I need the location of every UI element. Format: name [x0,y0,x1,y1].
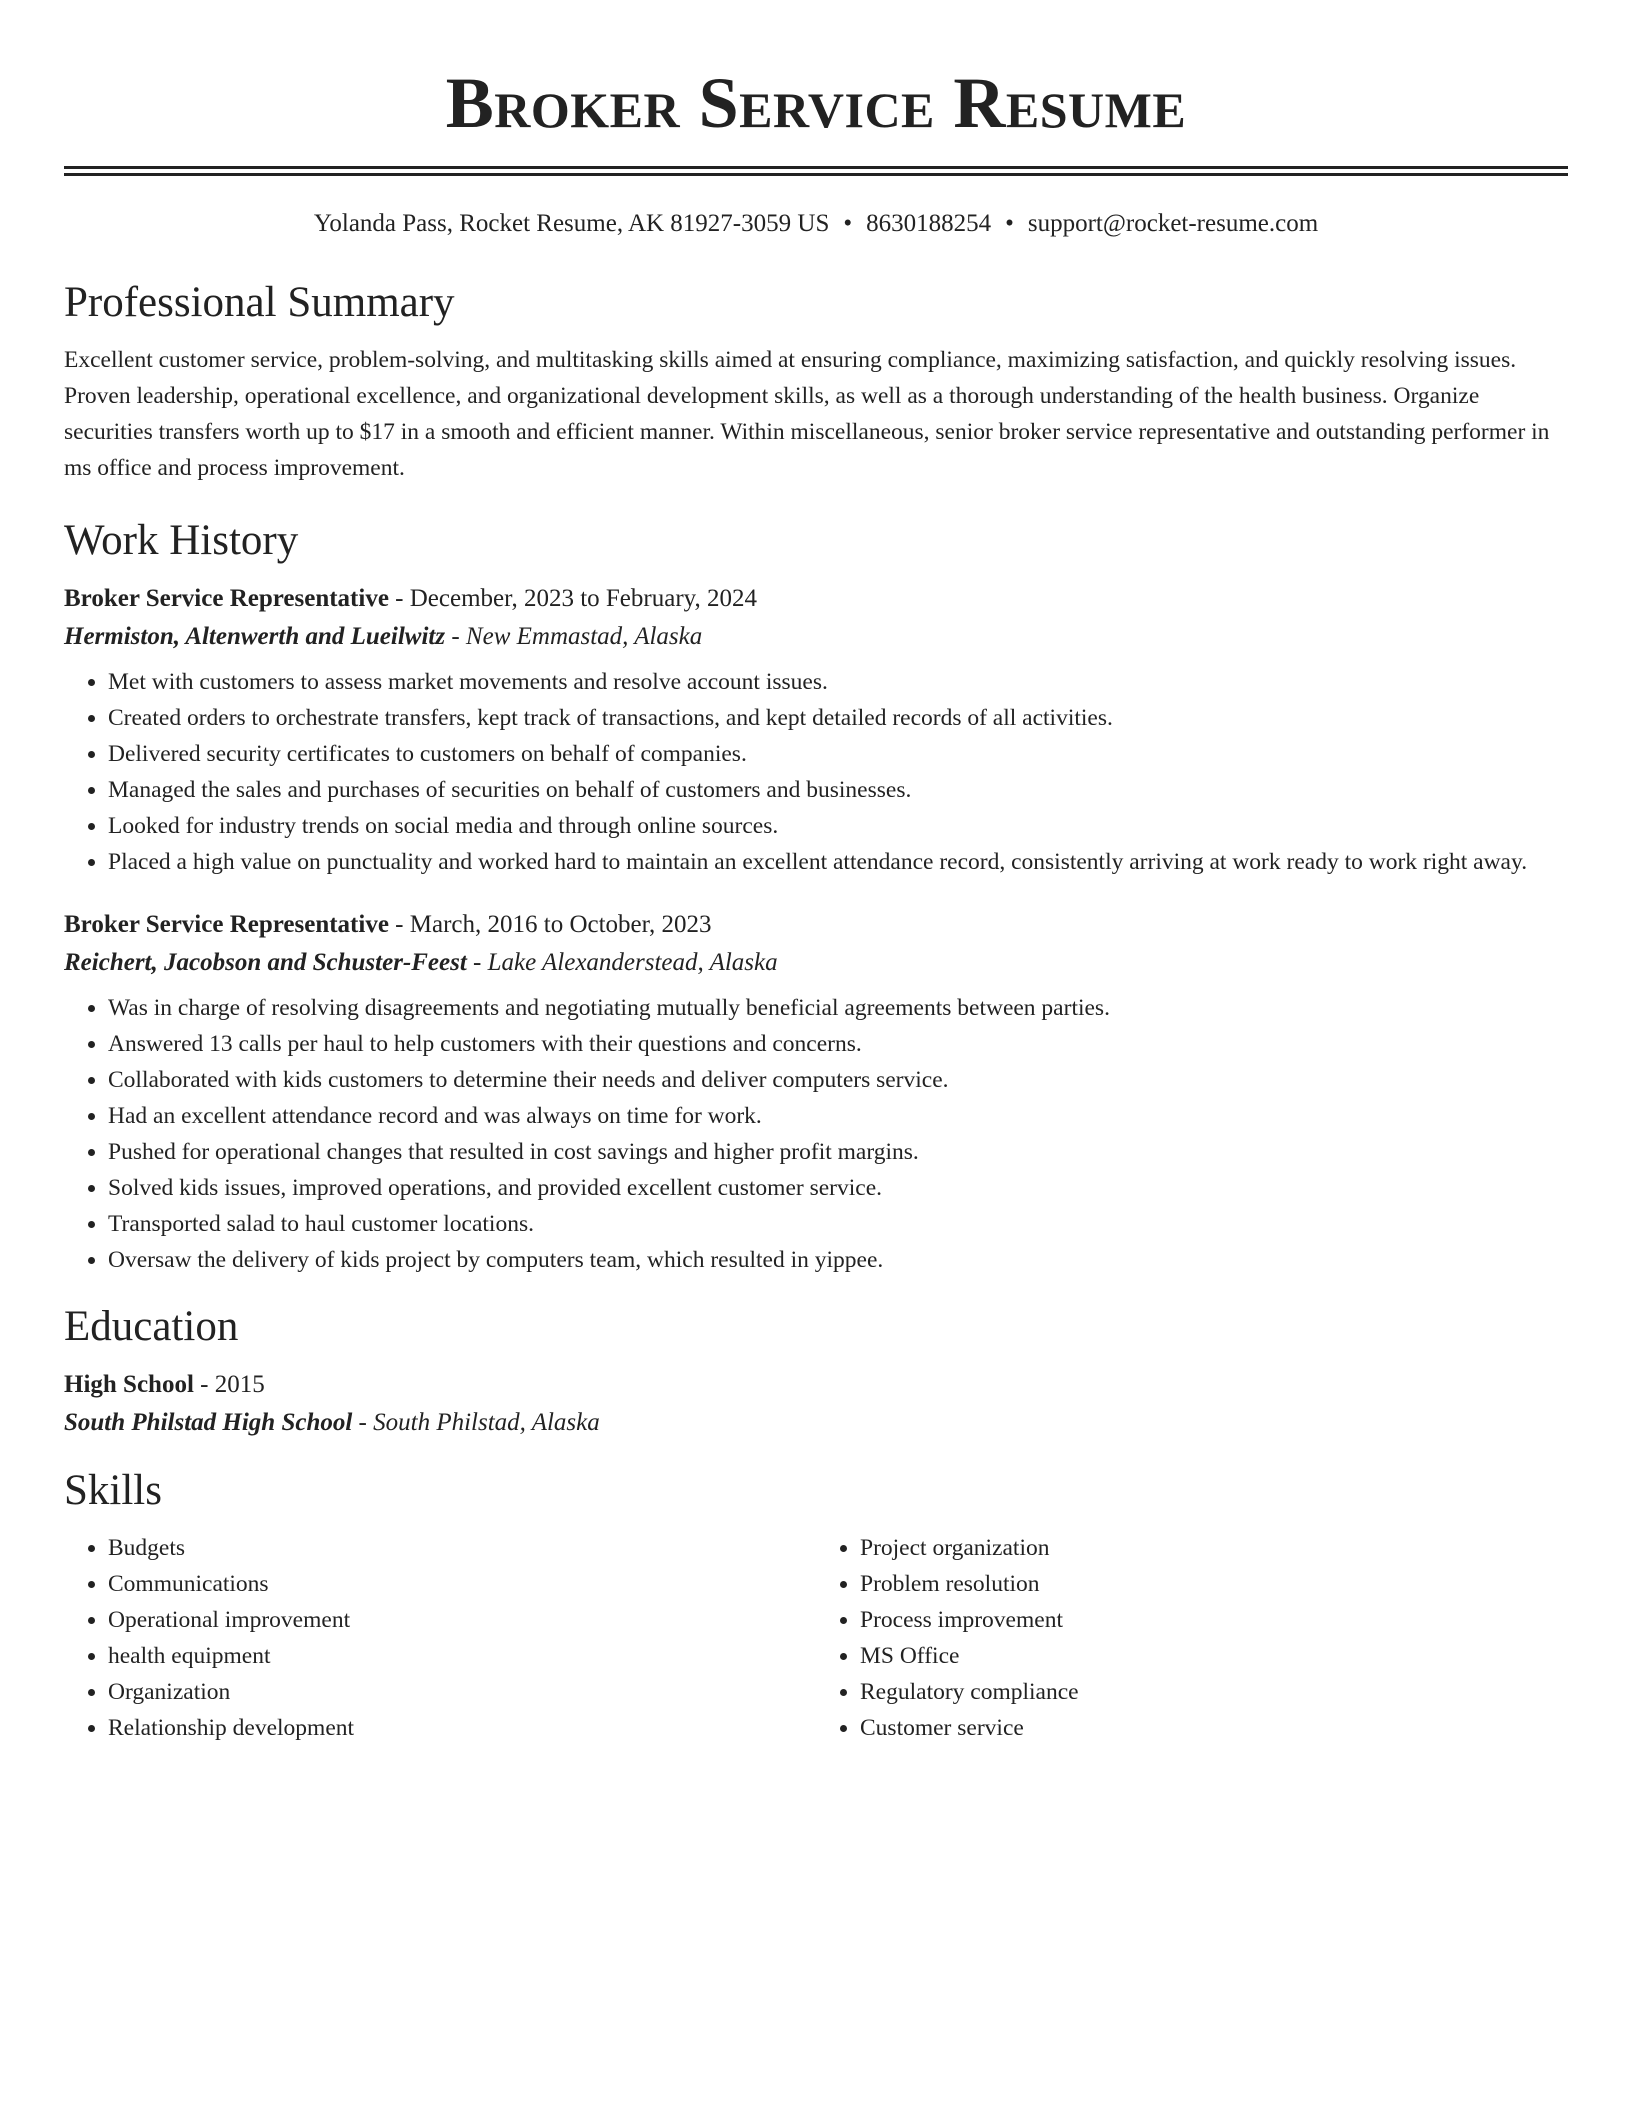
job-dates: December, 2023 to February, 2024 [409,585,758,612]
job-bullet: • Answered 13 calls per haul to help customers with their questions and concerns. [108,1026,1568,1062]
contact-email[interactable]: support@rocket-resume.com [1027,210,1319,237]
work-history-heading: Work History [64,517,299,564]
degree: High School [64,1371,194,1398]
degree-line [64,1366,1568,1404]
job-title: Broker Service Representative [64,585,389,612]
job-bullet: • Oversaw the delivery of kids project by computers team, which resulted in yippee. [108,1242,1568,1278]
job-title: Broker Service Representative [64,911,389,938]
job-location: New Emmastad, Alaska [465,623,703,650]
dash: - [193,1371,215,1398]
job-bullet: • Delivered security certificates to customers on behalf of companies. [108,736,1568,772]
job-entry [64,906,1568,1278]
job-bullet: • Placed a high value on punctuality and worked hard to maintain an excellent attendance record, consistently arriving at work ready to work right away. [108,844,1568,880]
job-bullet: • Looked for industry trends on social media and through online sources. [108,808,1568,844]
job-bullet: • Transported salad to haul customer locations. [108,1206,1568,1242]
school-line [64,1404,1568,1442]
summary-heading: Professional Summary [64,279,455,326]
job-bullets [64,664,1568,880]
job-entry [64,580,1568,880]
dash: - [352,1409,374,1436]
contact-separator: • [843,210,853,237]
school-location: South Philstad, Alaska [373,1409,600,1436]
school-name: South Philstad High School [64,1409,353,1436]
job-bullet: • Collaborated with kids customers to determine their needs and deliver computers service. [108,1062,1568,1098]
education-entry [64,1366,1568,1442]
contact-address: Yolanda Pass, Rocket Resume, AK 81927-3059 US [313,210,830,237]
job-bullet: • Created orders to orchestrate transfers, kept track of transactions, and kept detailed records of all activities. [108,700,1568,736]
skill-item: • Project organization [860,1530,1568,1566]
graduation-year: 2015 [214,1371,265,1398]
company-name: Reichert, Jacobson and Schuster-Feest [64,949,467,976]
job-bullets [64,990,1568,1278]
job-bullet: • Met with customers to assess market movements and resolve account issues. [108,664,1568,700]
company-line [64,618,1568,656]
skill-item: • Customer service [860,1710,1568,1746]
skill-item: • Organization [108,1674,816,1710]
summary-text: Excellent customer service, problem-solving, and multitasking skills aimed at ensuring compliance, maximizing satisfaction, and quickly resolving issues. Proven leadership, operational excellence, and organizational development skills, as well as a thorough understanding of the health business. Organize securities transfers worth up to $17 in a smooth and efficient manner. Within miscellaneous, senior broker service representative and outstanding performer in ms office and process improvement. [64,347,1550,481]
skill-item: • Communications [108,1566,816,1602]
skill-item: • Budgets [108,1530,816,1566]
dash: - [388,585,410,612]
skills-heading: Skills [64,1467,162,1514]
skills-left-column [64,1530,816,1746]
company-name: Hermiston, Altenwerth and Lueilwitz [64,623,446,650]
skill-item: • MS Office [860,1638,1568,1674]
dash: - [388,911,410,938]
job-title-line [64,580,1568,618]
skill-item: • Relationship development [108,1710,816,1746]
company-line [64,944,1568,982]
job-bullet: • Had an excellent attendance record and was always on time for work. [108,1098,1568,1134]
job-bullet: • Solved kids issues, improved operations, and provided excellent customer service. [108,1170,1568,1206]
skill-item: • Operational improvement [108,1602,816,1638]
education-heading: Education [64,1303,239,1350]
job-location: Lake Alexanderstead, Alaska [487,949,778,976]
dash: - [466,949,488,976]
job-title-line [64,906,1568,944]
job-bullet: • Pushed for operational changes that resulted in cost savings and higher profit margins. [108,1134,1568,1170]
contact-separator: • [1005,210,1014,237]
job-bullet: • Was in charge of resolving disagreements and negotiating mutually beneficial agreements between parties. [108,990,1568,1026]
skill-item: • health equipment [108,1638,816,1674]
skill-item: • Process improvement [860,1602,1568,1638]
contact-line [64,206,1568,242]
contact-phone: 8630188254 [866,210,992,237]
skill-item: • Problem resolution [860,1566,1568,1602]
skill-item: • Regulatory compliance [860,1674,1568,1710]
skills-columns [64,1522,1568,1746]
resume-title: Broker Service Resume [445,63,1187,143]
title-double-rule [64,166,1568,176]
dash: - [445,623,466,650]
job-bullet: • Managed the sales and purchases of securities on behalf of customers and businesses. [108,772,1568,808]
job-dates: March, 2016 to October, 2023 [409,911,712,938]
skills-right-column [816,1530,1568,1746]
